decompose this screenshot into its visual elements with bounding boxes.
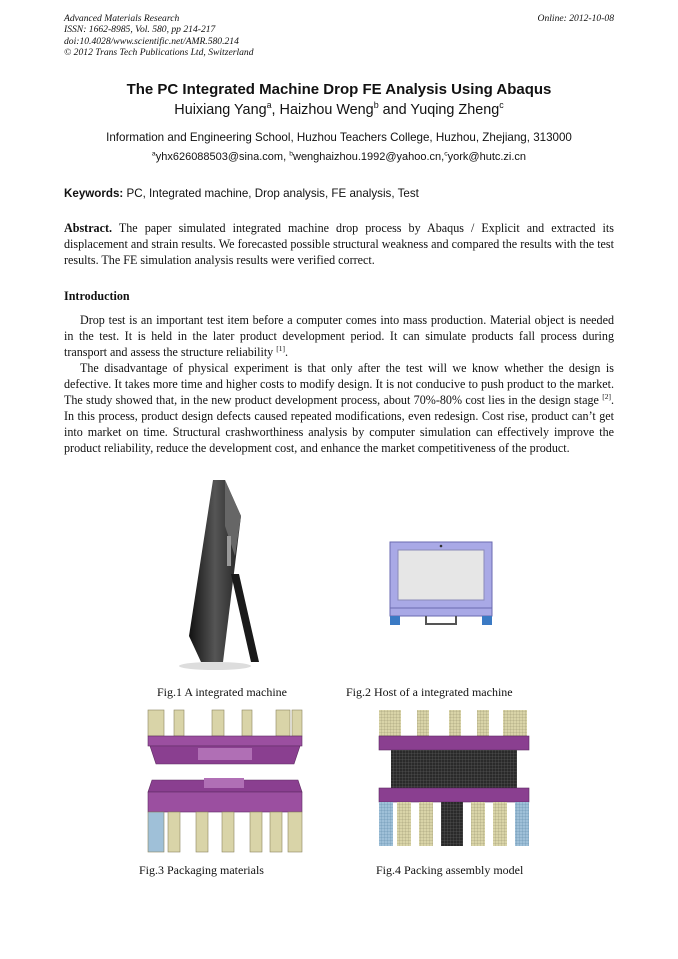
fig4-top-blocks (379, 710, 527, 736)
figure-2-caption: Fig.2 Host of a integrated machine (346, 685, 513, 699)
affiliation: Information and Engineering School, Huzhou Teachers College, Huzhou, Zhejiang, 313000 (106, 131, 572, 144)
keywords-label: Keywords: (64, 187, 124, 200)
fig4-machine-body (391, 750, 517, 788)
host-base (390, 608, 492, 616)
email-address: york@hutc.zi.cn (447, 151, 527, 163)
host-stand-bracket (426, 616, 456, 624)
email-mark: a (151, 150, 156, 158)
paragraph-text: . In this process, product design defects caused repeated modifications, even redesign. Cost rise, product can’t get into market on time. Structural crashworthiness analysis by computer simulation can effectively improve the product reliability, reduce the development cost, and enhance the market competitiveness of the product. (64, 393, 614, 455)
abstract-text: The paper simulated integrated machine drop process by Abaqus / Explicit and extracted its displacement and strain results. We forecasted possible structural weakness and compared the results with the test results. The FE simulation analysis results were verified correct. (64, 221, 614, 267)
host-foot-left (390, 616, 400, 625)
journal-name: Advanced Materials Research (64, 13, 180, 24)
floor-shadow (179, 662, 251, 670)
figure-4-packing-assembly (375, 708, 533, 856)
email-mark: c (444, 150, 448, 158)
paragraph-text: . (285, 345, 289, 359)
author-separator: and (378, 102, 411, 118)
port-strip (227, 536, 231, 566)
section-heading-introduction: Introduction (64, 289, 130, 303)
email-address: wenghaizhou.1992@yahoo.cn, (293, 151, 445, 163)
figure-3-packaging-materials (146, 708, 304, 856)
bottom-blocks (148, 812, 302, 852)
top-blocks (148, 710, 302, 736)
host-screen (398, 550, 484, 600)
top-cushion (148, 736, 302, 746)
fig4-top-cushion (379, 736, 529, 750)
top-cushion-recess (198, 748, 252, 760)
citation: [1] (276, 343, 286, 353)
email-mark: b (289, 150, 293, 158)
camera-dot (440, 545, 443, 548)
author-mark: b (373, 100, 379, 111)
intro-paragraph-2 (64, 360, 614, 456)
bottom-cushion (148, 792, 302, 812)
host-foot-right (482, 616, 492, 625)
citation: [2] (602, 391, 611, 401)
paragraph-text: The disadvantage of physical experiment is that only after the test will we know whether the design is defective. It takes more time and higher costs to modify design. It is not conducive to push product to the market. The study showed that, in the new product development process, about 70%-80% cost lies in the design stage (64, 361, 614, 407)
author-emails (0, 151, 678, 163)
figure-1-caption: Fig.1 A integrated machine (157, 685, 287, 699)
figure-2-host (388, 540, 496, 630)
abstract (64, 220, 614, 268)
keywords (64, 187, 624, 200)
online-date: Online: 2012-10-08 (537, 13, 614, 24)
stand-leg (231, 574, 259, 662)
fig4-bottom-blocks (379, 802, 529, 846)
abstract-label: Abstract. (64, 221, 113, 235)
email-address: yhx626088503@sina.com, (155, 151, 290, 163)
figure-1-integrated-machine (165, 476, 275, 676)
keywords-text: PC, Integrated machine, Drop analysis, FE analysis, Test (123, 187, 419, 200)
author-name: Huixiang Yang (174, 102, 267, 118)
author-name: Yuqing Zheng (410, 102, 500, 118)
author-mark: a (266, 100, 272, 111)
journal-copyright: © 2012 Trans Tech Publications Ltd, Switzerland (64, 47, 254, 59)
fig4-bottom-cushion (379, 788, 529, 802)
figure-4-caption: Fig.4 Packing assembly model (376, 863, 524, 877)
author-list (0, 102, 678, 118)
figure-3-caption: Fig.3 Packaging materials (139, 863, 264, 877)
author-name: Haizhou Weng (279, 102, 374, 118)
paper-title: The PC Integrated Machine Drop FE Analysis Using Abaqus (126, 81, 552, 98)
journal-issn: ISSN: 1662-8985, Vol. 580, pp 214-217 (64, 24, 216, 36)
author-mark: c (499, 100, 504, 111)
paragraph-text: Drop test is an important test item before a computer comes into mass production. Material object is needed in the test. It is held in the later product development period. It can simulate products fall process during transport and assess the structure reliability (64, 313, 614, 359)
intro-paragraph-1 (64, 312, 614, 360)
journal-doi: doi:10.4028/www.scientific.net/AMR.580.214 (64, 35, 239, 47)
bottom-cushion-recess (204, 778, 244, 788)
journal-header (64, 13, 254, 59)
author-separator: , (271, 102, 280, 118)
